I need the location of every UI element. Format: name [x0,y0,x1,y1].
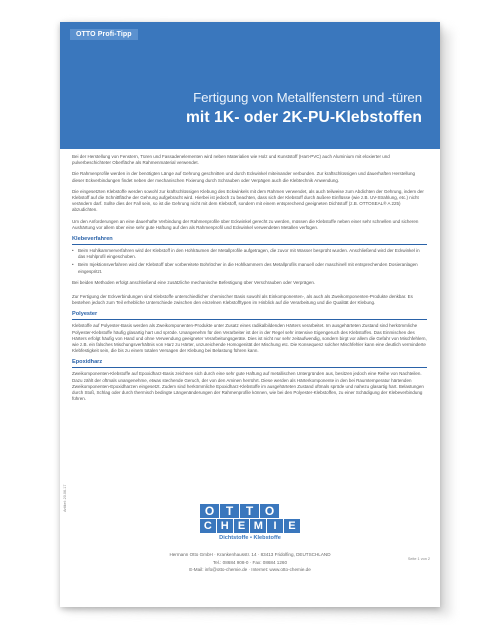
profi-tipp-tag: OTTO Profi-Tipp [70,29,138,40]
method-note: Bei beiden Methoden erfolgt anschließend eine zusätzliche mechanische Befestigung über Verschrauben oder Verprägen. [72,279,316,285]
section-rule [72,367,427,368]
logo-letter: E [234,519,250,533]
section-heading-klebeverfahren: Klebeverfahren [72,236,113,243]
logo-word-otto [200,504,300,518]
logo-letter: E [284,519,300,533]
intro-paragraph: Bei der Herstellung von Fenstern, Türen und Fassadenelementen wird neben Materialien wie Holz und Kunststoff (Hart-PVC) auch Aluminium mit eloxierter und pulverbeschichteter Oberfläche als Rahmenmaterial verwendet. [72,154,390,166]
section-heading-epoxidharz: Epoxidharz [72,359,103,366]
article-code: Artikel: 20.06.17 [63,484,67,512]
logo-word-chemie [200,519,300,533]
logo-letter: T [220,504,239,518]
intro-paragraph: Die eingesetzten Klebstoffe werden sowohl zur kraftschlüssigen Klebung des Eckwinkels mit dem Rahmen verwendet, als auch teilweise zum Abdichten der Gehrung, indem der Klebstoff auf die Schnittfläche der Gehrung aufgebracht wird. Hierbei ist jedoch zu beachten, dass sich der Klebstoff durch äußere Einflüsse (wie z.B. UV-Strahlung, etc.) nicht verändern darf. Sollte dies der Fall sein, so ist die Gehrung nicht mit dem Klebstoff, sondern mit einem entsprechend geeigneten Dichtstoff (z.B. OTTOSEAL® A 225) abzudichten. [72,188,424,213]
section-rule [72,244,427,245]
logo-tagline: Dichtstoffe • Klebstoffe [219,535,281,541]
section-heading-polyester: Polyester [72,311,98,318]
footer-phone: Tel.: 08684 908-0 · Fax: 08684 1260 [212,559,288,565]
title-line-1: Fertigung von Metallfenstern und -türen [193,90,422,105]
section-rule [72,319,427,320]
logo-letter: H [217,519,233,533]
title-line-2: mit 1K- oder 2K-PU-Klebstoffen [185,109,422,126]
footer-address: Hermann Otto GmbH · Krankenhausstr. 14 · 83413 Fridolfing, DEUTSCHLAND [169,552,331,557]
logo-letter: C [200,519,216,533]
intro-paragraph: Die Rahmenprofile werden in der benötigten Länge auf Gehrung geschnitten und durch Eckwinkel miteinander verbunden. Zur kraftschlüssigen und dauerhaften Herstellung dieser Eckverbindungen findet neben der mechanischen Fixierung durch Schrauben oder Verpägen auch die Klebtechnik Anwendung. [72,171,415,183]
document-page [60,22,440,607]
section-paragraph: Klebstoffe auf Polyester-Basis werden als Zweikomponenten-Produkte unter Zusatz eines radikalbildenden Härters verarbeitet. Im ausgehärteten Zustand sind herkömmliche Polyester-Klebstoffe häufig glasartig hart und spröde. Unangenehm für den Verarbeiter ist der in der Regel sehr intensive Eigengeruch des Klebstoffes. Das Einmischen des Härters erfolgt häufig von Hand und ohne Verwendung geeigneter Verarbeitungsgeräte. Dies ist nicht nur sehr zeitaufwendig, sondern birgt vor allem die Gefahr von Mischfehlern, wie z.B. ein falsches Mischungsverhältnis von Harz zu Härter, unzureichende Homogenität der Mischung etc. Die Konsequenz solcher Mischfehler kann eine deutlich verminderte Klebfestigkeit sein, die bis zu einem totalen Versagen der Klebung bei Belastung führen kann. [72,323,427,354]
list-item: • Beim Injektionsverfahren wird der Klebstoff über vorbereitete Bohrlöcher in die Hohlkammern des Metallprofils manuell oder maschinell mit entsprechenden Dosieranlagen eingespritzt. [72,262,427,274]
section-paragraph: Zweikomponenten-Klebstoffe auf Epoxidharz-Basis zeichnen sich durch eine sehr gute Haftung auf metallischen Untergründen aus, besitzen jedoch eine Reihe von Nachteilen. Dazu zählt der oftmals unangenehme, etwas stechende Geruch, der von den Aminen herrührt. Diese werden als Härterkomponente in den bei Raumtemperatur härtenden Zweikomponenten-Epoxidharzen eingesetzt. Zudem sind herkömmliche Epoxidharz-Klebstoffe im ausgehärteten Zustand oftmals spröde und nahezu glasartig hart. Belastungen durch Stoß, Schlag oder durch thermisch bedingte Längenänderungen der Rahmenprofile können, wie bei den Polyester-Klebstoffen, zu einer Schädigung der Klebeverbindung führen. [72,371,424,402]
body-text [72,154,427,407]
company-footer [120,551,380,574]
logo-letter: O [260,504,279,518]
header-banner [60,22,440,149]
section-paragraph: Zur Fertigung der Eckverbindungen sind Klebstoffe unterschiedlicher chemischer Basis sowohl als Einkomponenten-, als auch als Zweikomponenten-Produkte denkbar. Es bestehen jedoch zum Teil erhebliche Unterschiede zwischen den einzelnen Klebstofftypen im Hinblick auf die Verarbeitung und die Qualität der Klebung. [72,294,413,306]
method-list [72,248,427,275]
list-item: • Beim Hohlkammerverfahren wird der Klebstoff in den Hohlräumen der Metallprofile aufgetragen, die zuvor mit Wasser besprüht wurden. Anschließend wird der Eckwinkel in das Hohlprofil eingeschoben. [72,248,427,260]
intro-paragraph: Um den Anforderungen an eine dauerhafte Verbindung der Rahmenprofile über Eckwinkel gerecht zu werden, müssen die Klebstoffe neben einer sehr schnellen und sicheren Aushärtung vor allem über eine sehr gute Haftung auf den als Rahmenprofil und Eckwinkel verwendeten Metallen verfügen. [72,218,419,230]
logo-letter: T [240,504,259,518]
otto-chemie-logo [200,504,300,541]
footer-contact: E-Mail: info@otto-chemie.de · Internet: www.otto-chemie.de [189,567,311,573]
logo-letter: M [250,519,266,533]
page-number: Seite 1 von 2 [407,557,430,561]
logo-letter: I [267,519,283,533]
logo-letter: O [200,504,219,518]
